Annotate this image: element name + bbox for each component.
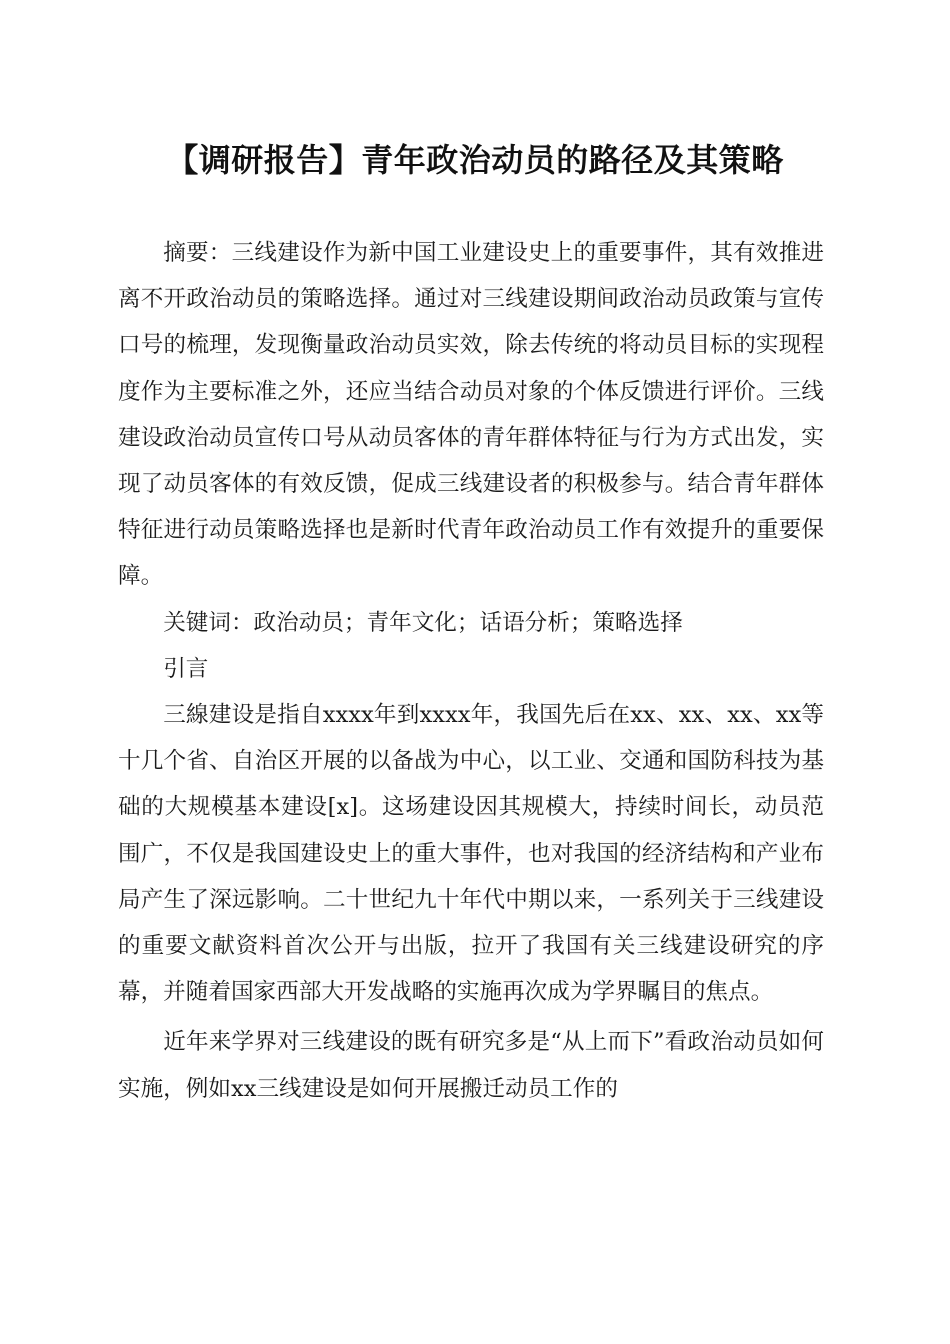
document-title: 【调研报告】青年政治动员的路径及其策略 xyxy=(166,141,784,179)
keywords-paragraph: 关键词：政治动员；青年文化；话语分析；策略选择 xyxy=(163,609,683,636)
document-body xyxy=(118,230,824,1112)
introduction-paragraph: 三線建设是指自xxxx年到xxxx年，我国先后在xx、xx、xx、xx等十几个省、自治区开展的以备战为中心，以工业、交通和国防科技为基础的大规模基本建设[x]。这场建设因其规模大，持续时间长，动员范围广，不仅是我国建设史上的重大事件，也对我国的经济结构和产业布局产生了深远影响。二十世纪九十年代中期以来，一系列关于三线建设的重要文献资料首次公开与出版，拉开了我国有关三线建设研究的序幕，并随着国家西部大开发战略的实施再次成为学界瞩目的焦点。 xyxy=(118,702,824,1006)
introduction-heading: 引言 xyxy=(163,655,209,682)
abstract-paragraph: 摘要：三线建设作为新中国工业建设史上的重要事件，其有效推进离不开政治动员的策略选择。通过对三线建设期间政治动员政策与宣传口号的梳理，发现衡量政治动员实效，除去传统的将动员目标的实现程度作为主要标准之外，还应当结合动员对象的个体反馈进行评价。三线建设政治动员宣传口号从动员客体的青年群体特征与行为方式出发，实现了动员客体的有效反馈，促成三线建设者的积极参与。结合青年群体特征进行动员策略选择也是新时代青年政治动员工作有效提升的重要保障。 xyxy=(118,240,824,590)
research-review-paragraph: 近年来学界对三线建设的既有研究多是“从上而下”看政治动员如何实施，例如xx三线建设是如何开展搬迁动员工作的 xyxy=(118,1029,824,1102)
